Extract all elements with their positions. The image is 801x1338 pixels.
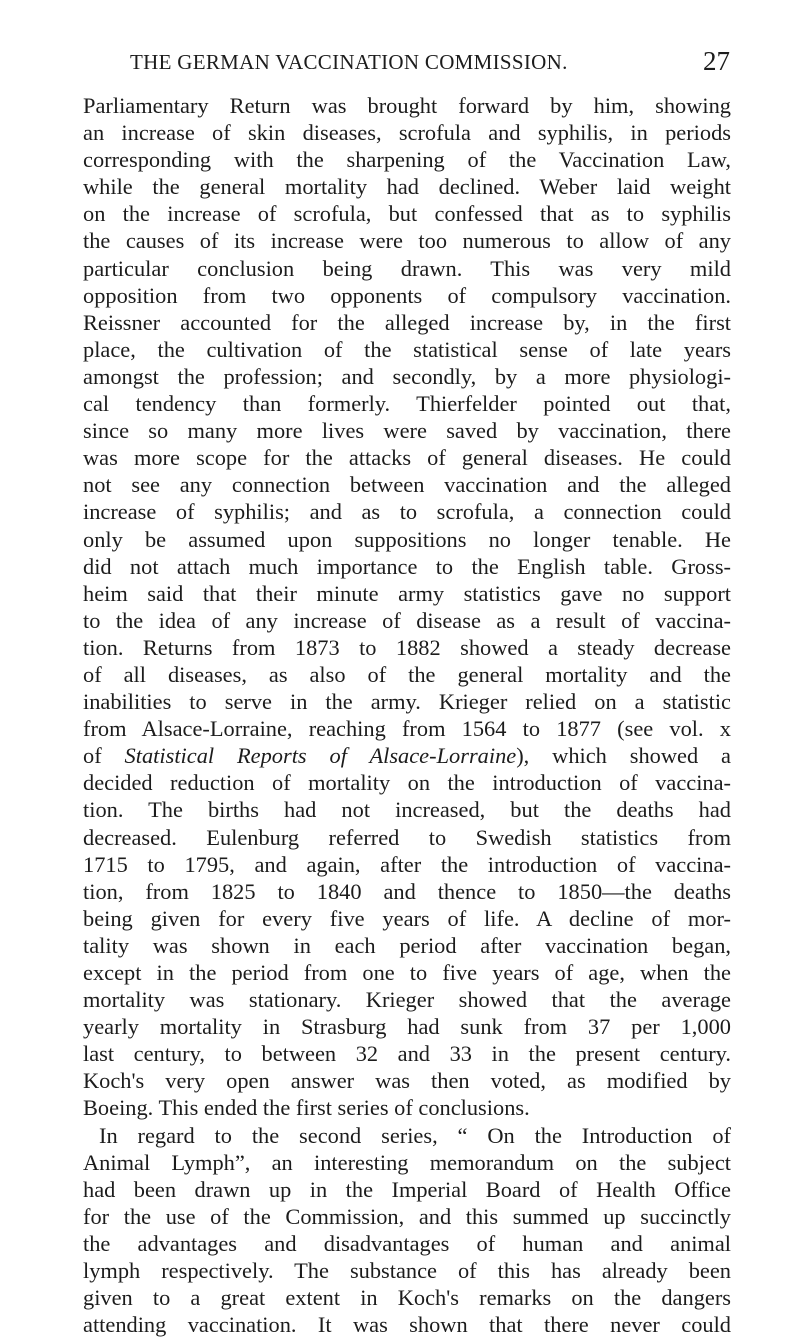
text-line: was more scope for the attacks of general diseases. He could — [83, 445, 731, 471]
text-line: except in the period from one to five years of age, when the — [83, 960, 731, 985]
italic-publication-title: Statistical Reports of Alsace-Lorraine — [124, 743, 517, 769]
text-line: last century, to between 32 and 33 in the present century. — [83, 1041, 731, 1067]
paragraph-end-line: Boeing. This ended the first series of conclusions. — [83, 1095, 530, 1121]
text-line: attending vaccination. It was shown that there never could — [83, 1312, 731, 1338]
text-line: tion. The births had not increased, but the deaths had — [83, 797, 731, 823]
text-line: corresponding with the sharpening of the Vaccination Law, — [83, 147, 731, 173]
text-line: had been drawn up in the Imperial Board of Health Office — [83, 1176, 731, 1202]
text-line: of all diseases, as also of the general mortality and the — [83, 661, 731, 687]
running-title: THE GERMAN VACCINATION COMMISSION. — [130, 50, 568, 74]
text-line: decided reduction of mortality on the introduction of vaccina- — [83, 770, 731, 796]
text-line: yearly mortality in Strasburg had sunk from 37 per 1,000 — [83, 1014, 731, 1040]
body-text — [83, 92, 731, 1338]
text-line: lymph respectively. The substance of this has already been — [83, 1258, 731, 1284]
text-line: since so many more lives were saved by vaccination, there — [83, 418, 731, 444]
text-line: decreased. Eulenburg referred to Swedish statistics from — [83, 824, 731, 850]
text-line: Reissner accounted for the alleged increase by, in the first — [83, 309, 731, 335]
page-header — [130, 46, 730, 80]
text-line-with-italic-title — [83, 742, 731, 769]
line-suffix: ), which showed a — [516, 743, 731, 769]
text-line: Parliamentary Return was brought forward by him, showing — [83, 93, 731, 118]
text-line: being given for every five years of life. A decline of mor- — [83, 905, 731, 931]
text-line: 1715 to 1795, and again, after the introduction of vaccina- — [83, 851, 731, 877]
line-prefix: of — [83, 743, 125, 769]
text-line: Animal Lymph”, an interesting memorandum on the subject — [83, 1149, 731, 1175]
text-line: given to a great extent in Koch's remarks on the dangers — [83, 1285, 731, 1311]
text-line: mortality was stationary. Krieger showed that the average — [83, 987, 731, 1013]
text-line: an increase of skin diseases, scrofula and syphilis, in periods — [83, 120, 731, 146]
text-line: tion, from 1825 to 1840 and thence to 1850—the deaths — [83, 878, 731, 904]
text-line: tion. Returns from 1873 to 1882 showed a steady decrease — [83, 634, 731, 660]
text-line: amongst the profession; and secondly, by a more physiologi- — [83, 363, 731, 389]
text-line: tality was shown in each period after vaccination began, — [83, 932, 731, 958]
text-line: cal tendency than formerly. Thierfelder pointed out that, — [83, 391, 731, 417]
text-line: on the increase of scrofula, but confessed that as to syphilis — [83, 201, 731, 227]
text-line: increase of syphilis; and as to scrofula, a connection could — [83, 499, 731, 525]
text-line: Koch's very open answer was then voted, as modified by — [83, 1068, 731, 1094]
text-line: particular conclusion being drawn. This was very mild — [83, 255, 731, 281]
paragraph-start-line: In regard to the second series, “ On the Introduction of — [99, 1122, 731, 1148]
text-line: the advantages and disadvantages of human and animal — [83, 1230, 731, 1256]
text-line: only be assumed upon suppositions no longer tenable. He — [83, 526, 731, 552]
text-line: heim said that their minute army statistics gave no support — [83, 580, 731, 606]
page-number: 27 — [703, 46, 730, 76]
text-line: for the use of the Commission, and this summed up succinctly — [83, 1203, 731, 1229]
text-line: inabilities to serve in the army. Krieger relied on a statistic — [83, 689, 731, 715]
text-line: opposition from two opponents of compulsory vaccination. — [83, 282, 731, 308]
text-line: to the idea of any increase of disease as a result of vaccina- — [83, 607, 731, 633]
text-line: the causes of its increase were too numerous to allow of any — [83, 228, 731, 254]
text-line: place, the cultivation of the statistical sense of late years — [83, 336, 731, 362]
text-line: from Alsace-Lorraine, reaching from 1564 to 1877 (see vol. x — [83, 716, 731, 742]
text-line: did not attach much importance to the English table. Gross- — [83, 553, 731, 579]
text-line: not see any connection between vaccination and the alleged — [83, 472, 731, 498]
text-line: while the general mortality had declined. Weber laid weight — [83, 174, 731, 200]
